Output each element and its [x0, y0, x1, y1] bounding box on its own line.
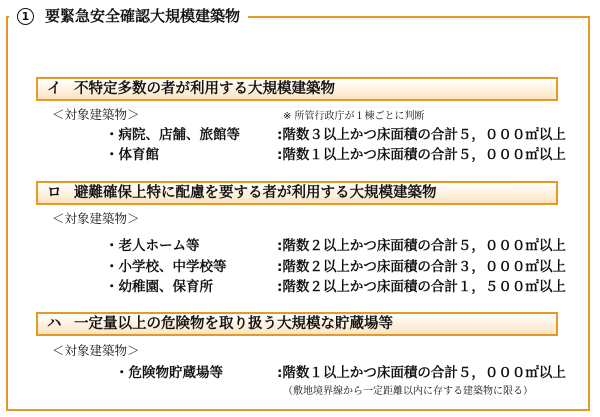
section-i-note: ※ 所管行政庁が１棟ごとに判断: [283, 111, 425, 122]
section-ha-item-1-requirement: :階数１以上かつ床面積の合計５，０００㎡以上: [277, 365, 566, 381]
section-i-item-1-requirement: :階数３以上かつ床面積の合計５，０００㎡以上: [277, 127, 566, 143]
section-ro-item-2-requirement: :階数２以上かつ床面積の合計３，０００㎡以上: [277, 259, 566, 275]
section-i-item-2-name: ・体育館: [105, 147, 159, 163]
section-ro-header: [36, 181, 558, 205]
section-i-heading: 不特定多数の者が利用する大規模建築物: [74, 81, 335, 97]
section-ro-item-3-name: ・幼稚園、保育所: [105, 279, 213, 295]
section-ro-label: ＜対象建築物＞: [52, 211, 140, 226]
section-ro-item-2-name: ・小学校、中学校等: [105, 259, 227, 275]
page-title: [9, 4, 248, 28]
section-ha-heading: 一定量以上の危険物を取り扱う大規模な貯蔵場等: [74, 316, 393, 332]
page-title-text: 要緊急安全確認大規模建築物: [45, 7, 241, 25]
section-i-header: [36, 77, 558, 101]
section-ha-letter: ハ: [47, 316, 62, 332]
section-ro-item-3-requirement: :階数２以上かつ床面積の合計１，５００㎡以上: [277, 279, 566, 295]
section-ha-label: ＜対象建築物＞: [52, 343, 140, 358]
section-ro-item-1-requirement: :階数２以上かつ床面積の合計５，０００㎡以上: [277, 238, 566, 254]
section-ha-footnote: （敷地境界線から一定距離以内に存する建築物に限る）: [283, 386, 533, 397]
section-ro-letter: ロ: [47, 185, 62, 201]
section-ro-heading: 避難確保上特に配慮を要する者が利用する大規模建築物: [74, 185, 437, 201]
section-ha-header: [36, 312, 558, 336]
section-ro-item-1-name: ・老人ホーム等: [105, 238, 200, 254]
circled-number-one: 1: [17, 8, 34, 25]
section-i-item-2-requirement: :階数１以上かつ床面積の合計５，０００㎡以上: [277, 147, 566, 163]
section-ha-item-1-name: ・危険物貯蔵場等: [115, 365, 223, 381]
section-i-letter: イ: [47, 81, 62, 97]
section-i-item-1-name: ・病院、店舗、旅館等: [105, 127, 240, 143]
section-i-label: ＜対象建築物＞: [52, 107, 140, 122]
